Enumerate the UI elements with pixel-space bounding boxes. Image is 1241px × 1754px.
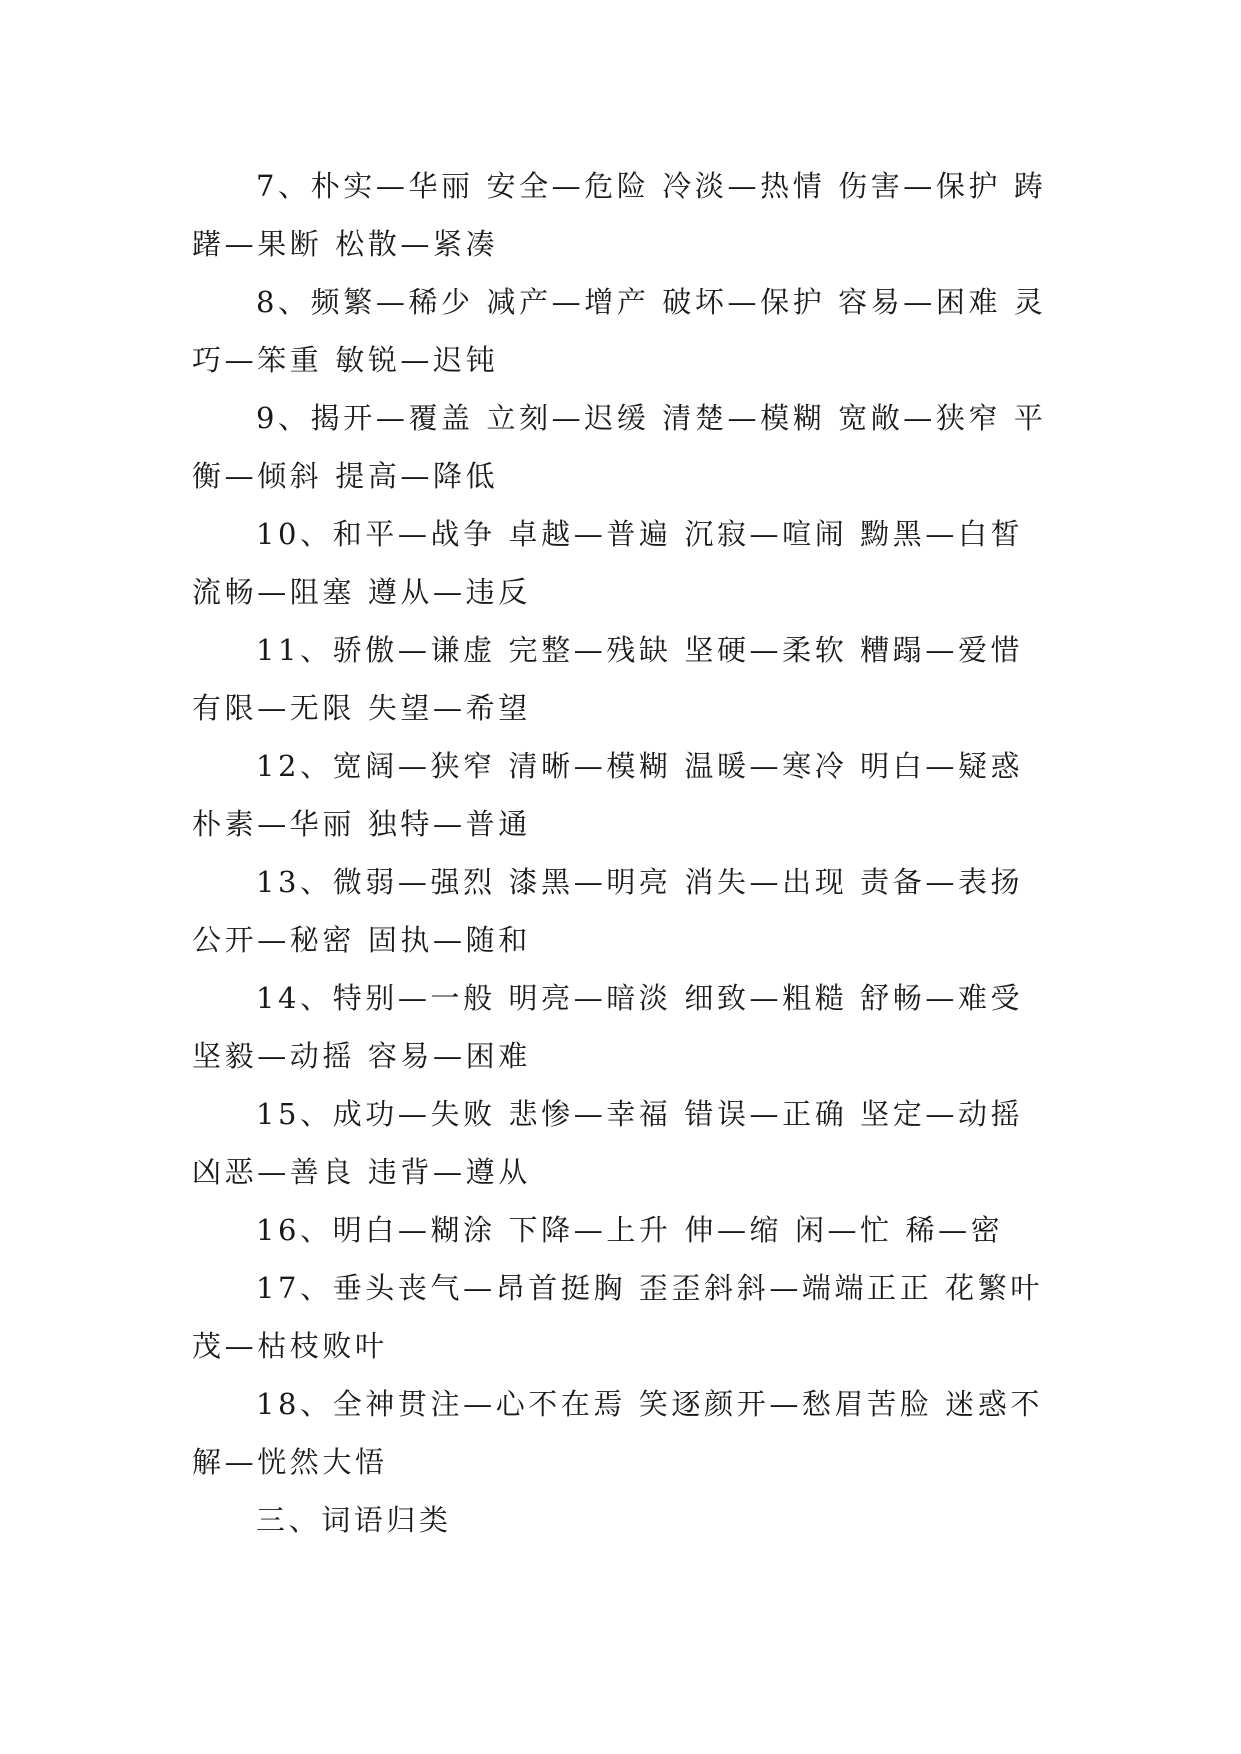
paragraph-item-10: 10、和平—战争 卓越—普遍 沉寂—喧闹 黝黑—白皙 流畅—阻塞 遵从—违反	[192, 517, 1024, 609]
paragraph-item-16: 16、明白—糊涂 下降—上升 伸—缩 闲—忙 稀—密	[256, 1213, 1004, 1247]
paragraph-item-14: 14、特别—一般 明亮—暗淡 细致—粗糙 舒畅—难受 坚毅—动摇 容易—困难	[192, 981, 1024, 1073]
section-heading: 三、词语归类	[256, 1503, 452, 1537]
paragraph-item-17: 17、垂头丧气—昂首挺胸 歪歪斜斜—端端正正 花繁叶茂—枯枝败叶	[192, 1271, 1043, 1363]
paragraph-item-13: 13、微弱—强烈 漆黑—明亮 消失—出现 责备—表扬 公开—秘密 固执—随和	[192, 865, 1024, 957]
paragraph-item-8: 8、频繁—稀少 减产—增产 破坏—保护 容易—困难 灵巧—笨重 敏锐—迟钝	[192, 285, 1047, 377]
paragraph-item-7: 7、朴实—华丽 安全—危险 冷淡—热情 伤害—保护 踌躇—果断 松散—紧凑	[192, 169, 1047, 261]
paragraph-item-11: 11、骄傲—谦虚 完整—残缺 坚硬—柔软 糟蹋—爱惜 有限—无限 失望—希望	[192, 633, 1024, 725]
paragraph-item-12: 12、宽阔—狭窄 清晰—模糊 温暖—寒冷 明白—疑惑 朴素—华丽 独特—普通	[192, 749, 1024, 841]
paragraph-item-18: 18、全神贯注—心不在焉 笑逐颜开—愁眉苦脸 迷惑不解—恍然大悟	[192, 1387, 1043, 1479]
document-body	[192, 157, 1052, 1549]
paragraph-item-15: 15、成功—失败 悲惨—幸福 错误—正确 坚定—动摇 凶恶—善良 违背—遵从	[192, 1097, 1024, 1189]
paragraph-item-9: 9、揭开—覆盖 立刻—迟缓 清楚—模糊 宽敞—狭窄 平衡—倾斜 提高—降低	[192, 401, 1047, 493]
